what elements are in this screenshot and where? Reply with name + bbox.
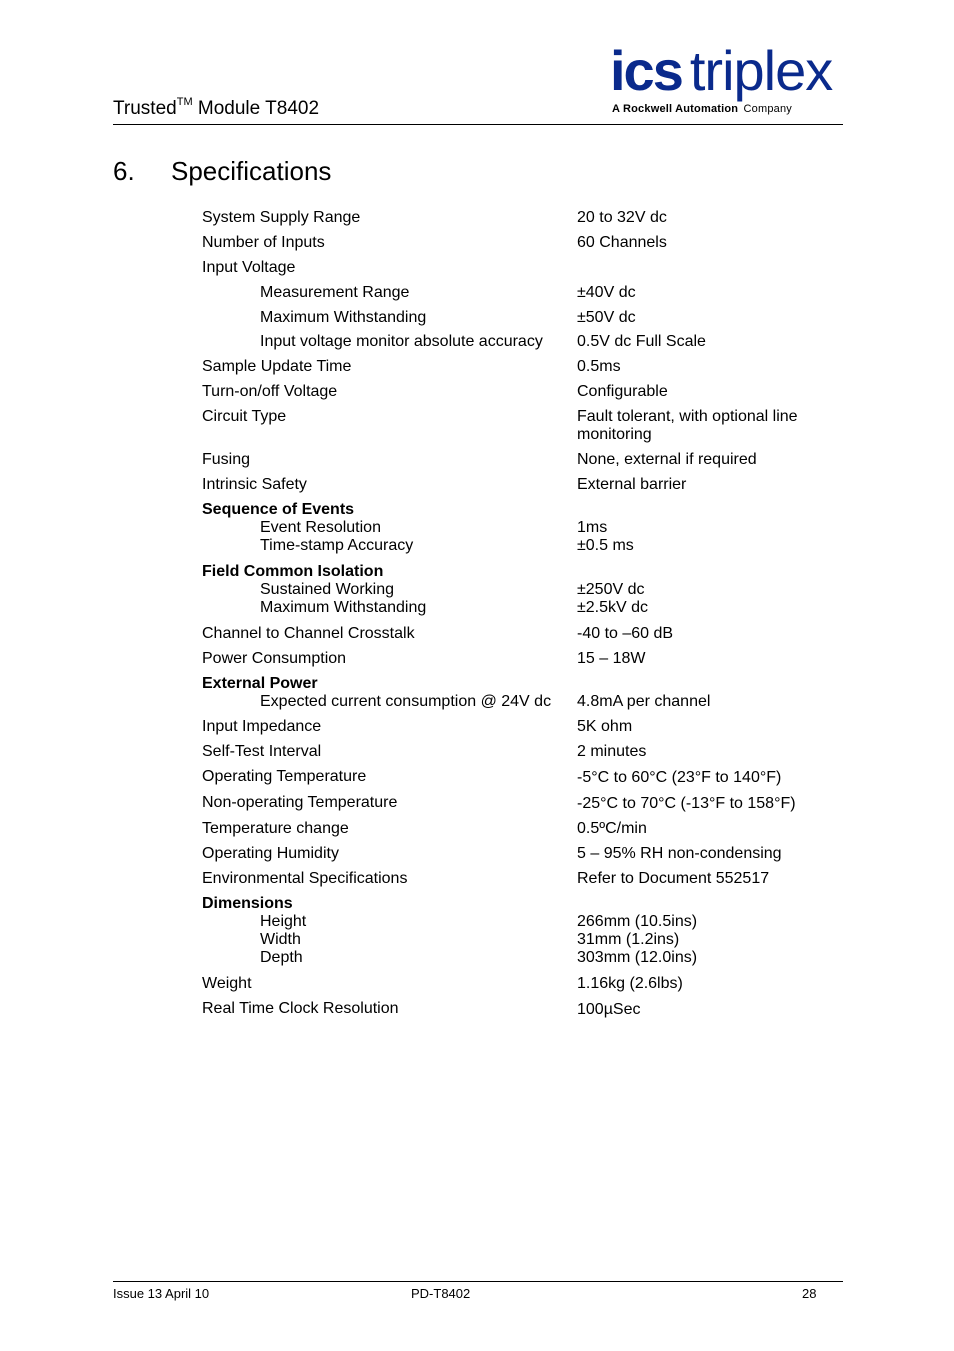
spec-value: 0.5V dc Full Scale [577,333,706,350]
spec-label: Power Consumption [202,650,347,667]
logo-triplex-text: triplex [689,39,833,102]
spec-label: Time-stamp Accuracy [260,537,414,554]
spec-label: Non-operating Temperature [202,794,398,811]
spec-value: 266mm (10.5ins) [577,913,698,930]
spec-value: 60 Channels [577,234,667,251]
spec-value: 4.8mA per channel [577,693,711,710]
spec-group-label: Sequence of Events [202,501,355,518]
spec-label: Input Voltage [202,259,296,276]
spec-value: -40 to –60 dB [577,625,674,642]
spec-label: Weight [202,975,252,992]
spec-value: 5 – 95% RH non-condensing [577,845,782,862]
spec-value: ±250V dc [577,581,645,598]
spec-value: 100µSec [577,1001,641,1018]
spec-value: Refer to Document 552517 [577,870,770,887]
header-divider [113,124,843,125]
logo-ics-text: ics [610,39,682,102]
spec-value: 0.5ºC/min [577,820,647,837]
logo-tagline-company: Company [743,103,792,115]
footer-issue: Issue 13 April 10 [113,1286,210,1301]
spec-value: Fault tolerant, with optional line monitoring [577,408,798,443]
spec-label: Expected current consumption @ 24V dc [260,693,552,710]
spec-label: Channel to Channel Crosstalk [202,625,415,642]
spec-label: Temperature change [202,820,349,837]
section-number: 6. [113,156,135,186]
spec-value: External barrier [577,476,687,493]
spec-label: Width [260,931,301,948]
spec-value: 303mm (12.0ins) [577,949,698,966]
spec-value: 5K ohm [577,718,633,735]
spec-label: Self-Test Interval [202,743,322,760]
spec-label: Intrinsic Safety [202,476,307,493]
spec-label: Circuit Type [202,408,287,425]
spec-group-label: Dimensions [202,895,293,912]
spec-value: 0.5ms [577,358,621,375]
spec-value: 20 to 32V dc [577,209,667,226]
footer-divider [113,1281,843,1282]
spec-label: Event Resolution [260,519,381,536]
spec-label: Input Impedance [202,718,322,735]
spec-label: System Supply Range [202,209,361,226]
module-prefix: Trusted [113,98,177,119]
spec-label: Number of Inputs [202,234,325,251]
spec-label: Height [260,913,307,930]
spec-label: Depth [260,949,303,966]
spec-label: Sustained Working [260,581,394,598]
spec-value: 1.16kg (2.6lbs) [577,975,683,992]
spec-label: Turn-on/off Voltage [202,383,338,400]
ics-triplex-logo [610,39,844,120]
trademark-mark: TM [176,96,193,108]
footer-page-number: 28 [802,1286,817,1301]
spec-label: Operating Humidity [202,845,339,862]
spec-label: Sample Update Time [202,358,352,375]
spec-label: Maximum Withstanding [260,599,427,616]
spec-value: None, external if required [577,451,757,468]
spec-value: ±0.5 ms [577,537,634,554]
spec-label: Measurement Range [260,284,410,301]
spec-label: Real Time Clock Resolution [202,1000,399,1017]
spec-value: Configurable [577,383,668,400]
spec-label: Environmental Specifications [202,870,408,887]
spec-value: -5°C to 60°C (23°F to 140°F) [577,769,782,786]
section-title: Specifications [171,156,332,186]
spec-value: 31mm (1.2ins) [577,931,680,948]
spec-value: -25°C to 70°C (-13°F to 158°F) [577,795,796,812]
spec-value: 2 minutes [577,743,647,760]
spec-label: Maximum Withstanding [260,309,427,326]
document-header-title [113,96,319,122]
spec-value: 1ms [577,519,608,536]
spec-label: Operating Temperature [202,768,367,785]
spec-value: ±40V dc [577,284,636,301]
spec-value: ±2.5kV dc [577,599,649,616]
spec-value: 15 – 18W [577,650,646,667]
module-name: Module T8402 [192,98,320,119]
spec-value: ±50V dc [577,309,636,326]
spec-group-label: Field Common Isolation [202,563,384,580]
footer-document-id: PD-T8402 [411,1286,471,1301]
spec-label: Input voltage monitor absolute accuracy [260,333,543,350]
logo-tagline-rockwell: A Rockwell Automation [612,103,739,115]
logo-tagline [612,103,792,115]
spec-label: Fusing [202,451,251,468]
spec-group-label: External Power [202,675,318,692]
section-heading [113,153,331,189]
logo-wordmark [610,39,833,102]
